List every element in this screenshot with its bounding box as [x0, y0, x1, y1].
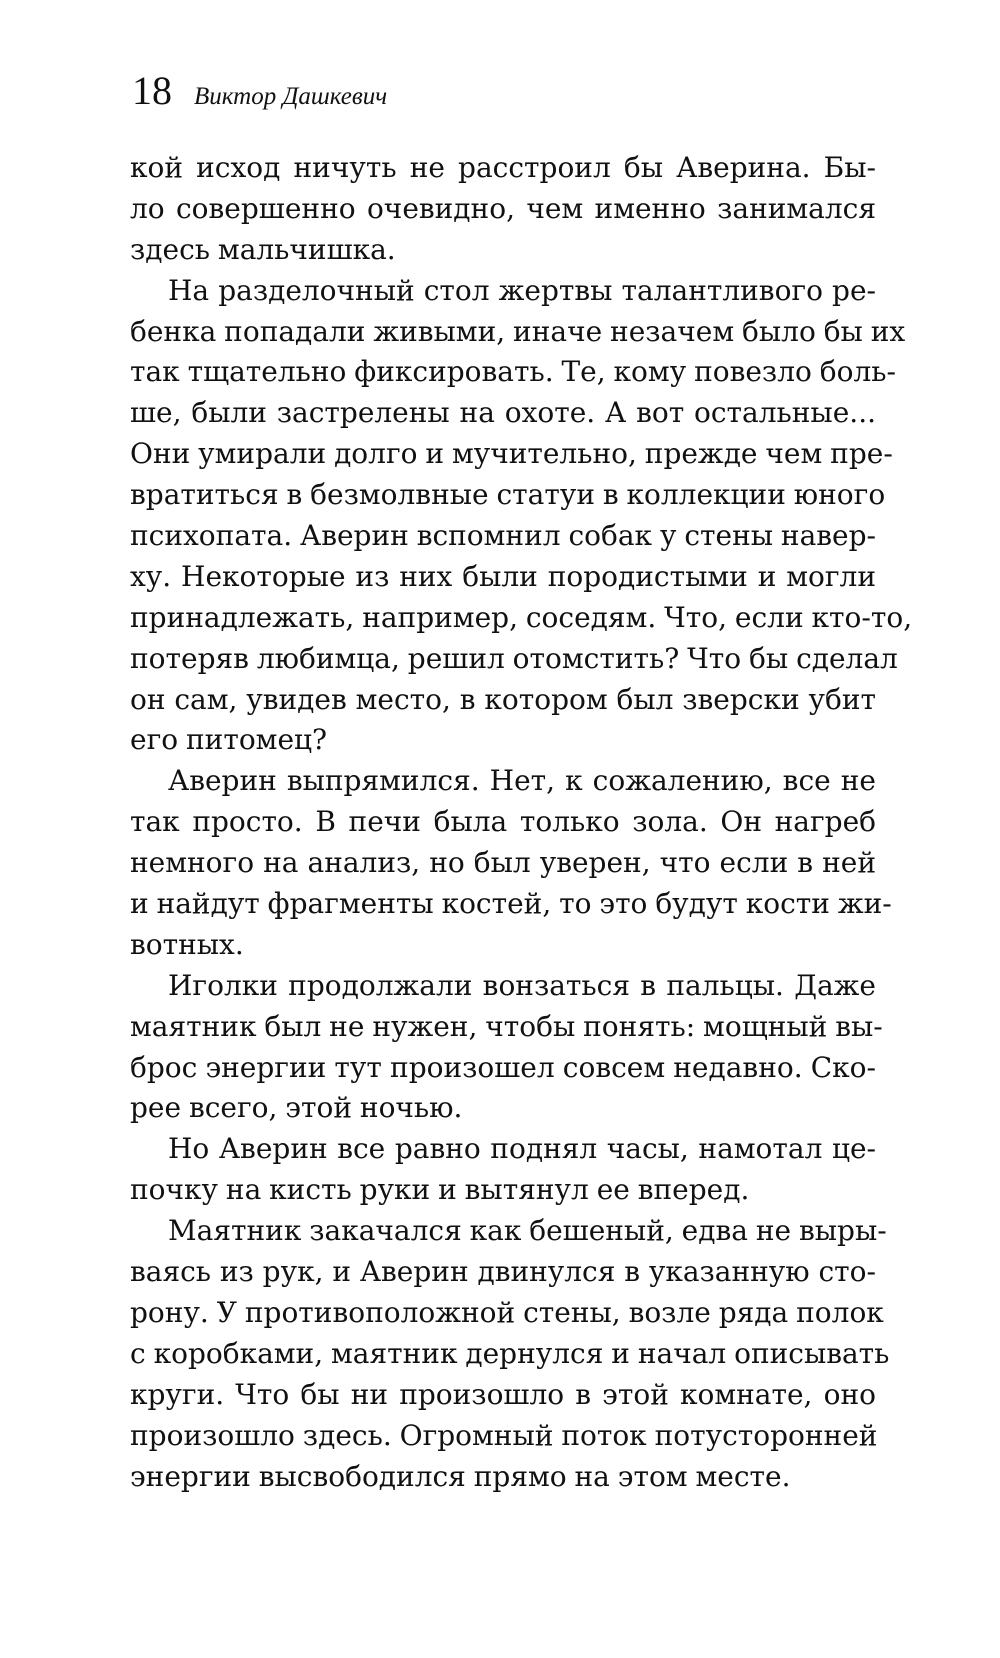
paragraph — [130, 966, 883, 1130]
text-line: брос энергии тут произошел совсем недавно. Ско- — [130, 1050, 876, 1084]
text-line: Иголки продолжали вонзаться в пальцы. Даже — [168, 968, 876, 1002]
text-line: почку на кисть руки и вытянул ее вперед. — [130, 1173, 750, 1207]
text-line: здесь мальчишка. — [130, 232, 396, 266]
text-line: рее всего, этой ночью. — [130, 1091, 463, 1125]
text-line: принадлежать, например, соседям. Что, если кто-то, — [130, 600, 913, 634]
paragraph — [130, 148, 876, 271]
text-line: На разделочный стол жертвы талантливого ре- — [168, 273, 876, 307]
page-number: 18 — [132, 68, 172, 113]
text-line: Но Аверин все равно поднял часы, намотал це- — [168, 1132, 876, 1166]
text-line: ху. Некоторые из них были породистыми и могли — [130, 559, 876, 593]
text-line: так просто. В печи была только зола. Он нагреб — [130, 805, 876, 839]
text-line: потеряв любимца, решил отомстить? Что бы сделал — [130, 641, 898, 675]
text-line: психопата. Аверин вспомнил собак у стены навер- — [130, 519, 876, 553]
text-line: с коробками, маятник дернулся и начал описывать — [130, 1336, 890, 1370]
text-line: бенка попадали живыми, иначе незачем было бы их — [130, 314, 906, 348]
text-line: и найдут фрагменты костей, то это будут кости жи- — [130, 887, 892, 921]
paragraph — [130, 1211, 890, 1497]
body-text — [130, 148, 913, 1497]
text-line: кой исход ничуть не расстроил бы Аверина. Бы- — [130, 151, 876, 184]
text-line: так тщательно фиксировать. Те, кому повезло боль- — [130, 355, 896, 389]
text-line: Аверин выпрямился. Нет, к сожалению, все не — [168, 764, 876, 798]
text-line: рону. У противоположной стены, возле ряда полок — [130, 1295, 884, 1329]
text-line: ло совершенно очевидно, чем именно занимался — [130, 191, 876, 225]
text-line: произошло здесь. Огромный поток потусторонней — [130, 1418, 878, 1452]
text-line: вотных. — [130, 927, 244, 961]
text-line: Они умирали долго и мучительно, прежде чем пре- — [130, 437, 893, 471]
paragraph — [130, 271, 913, 762]
text-line: вратиться в безмолвные статуи в коллекции юного — [130, 478, 886, 512]
text-line: немного на анализ, но был уверен, что если в ней — [130, 846, 876, 880]
running-head-author: Виктор Дашкевич — [194, 83, 388, 110]
text-line: ваясь из рук, и Аверин двинулся в указанную сто- — [130, 1255, 876, 1289]
text-line: его питомец? — [130, 723, 328, 757]
text-line: ше, были застрелены на охоте. А вот остальные... — [130, 396, 876, 430]
text-line: он сам, увидев место, в котором был зверски убит — [130, 682, 876, 716]
text-line: Маятник закачался как бешеный, едва не выры- — [168, 1214, 887, 1248]
page-header — [132, 66, 387, 116]
text-line: маятник был не нужен, чтобы понять: мощный вы- — [130, 1009, 883, 1043]
text-line: круги. Что бы ни произошло в этой комнате, оно — [130, 1377, 876, 1411]
paragraph — [130, 761, 892, 965]
text-line: энергии высвободился прямо на этом месте. — [130, 1459, 791, 1493]
paragraph — [130, 1129, 876, 1211]
